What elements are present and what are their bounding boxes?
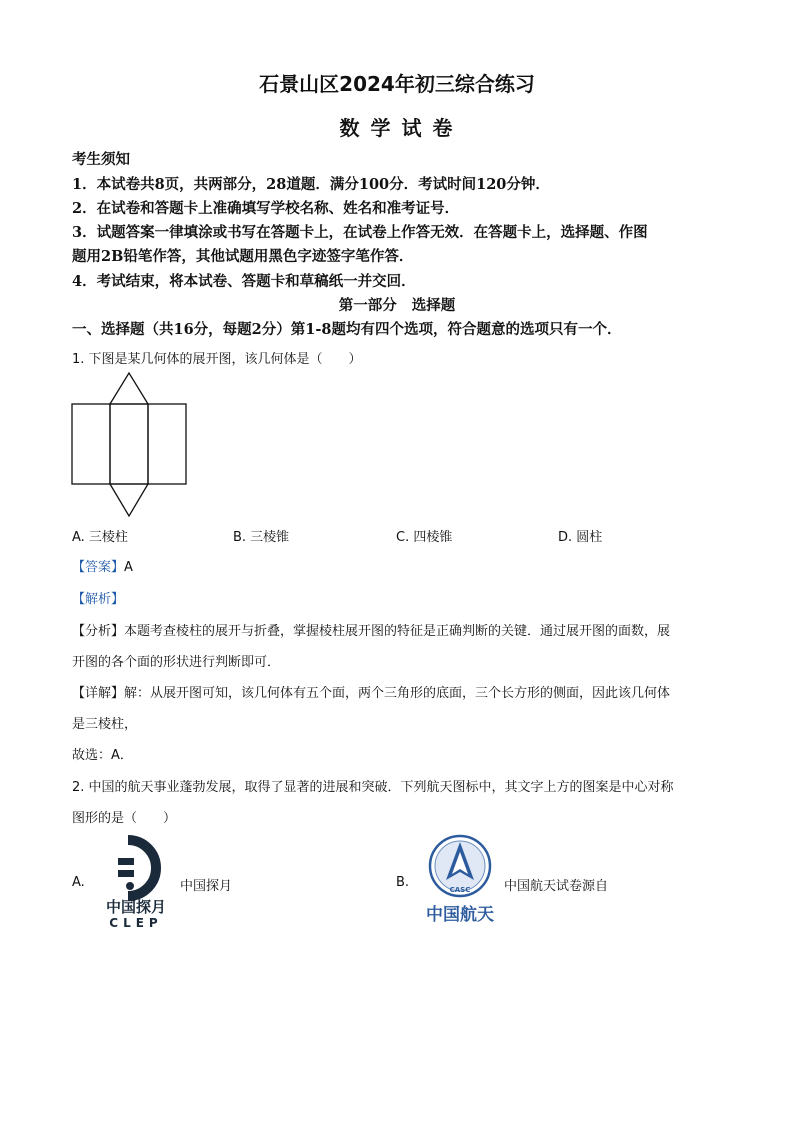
analysis-label: 【解析】 [72,592,125,607]
option-a-caption: 中国探月 [180,879,233,894]
net-left-rectangle [72,404,110,484]
analysis-line: 开图的各个面的形状进行判断即可． [72,655,281,670]
question-stem: 2. 中国的航天事业蓬勃发展，取得了显著的进展和突破．下列航天图标中，其文字上方的图案是中心对称 [72,780,674,795]
prism-net-figure [70,370,192,520]
option-b-letter: B. [396,875,410,890]
net-middle-rectangle [110,404,148,484]
net-right-rectangle [148,404,186,484]
notice-item: 2．在试卷和答题卡上准确填写学校名称、姓名和准考证号． [72,200,460,217]
question-stem: 1. 下图是某几何体的展开图，该几何体是（ ） [72,352,362,367]
net-top-triangle [110,373,148,404]
casc-logo [418,834,504,928]
analysis-line: 【分析】本题考查棱柱的展开与折叠，掌握棱柱展开图的特征是正确判断的关键．通过展开图的面数，展 [72,624,671,639]
answer-value: A [124,560,133,575]
page-subtitle: 数 学 试 卷 [339,116,455,140]
notice-item: 题用2B铅笔作答，其他试题用黑色字迹签字笔作答． [72,248,414,265]
notice-heading: 考生须知 [72,151,130,168]
answer-label: 【答案】 [72,560,125,575]
notice-item: 4．考试结束，将本试卷、答题卡和草稿纸一并交回． [72,273,416,290]
section-heading: 一、选择题（共16分，每题2分）第1-8题均有四个选项，符合题意的选项只有一个． [72,321,622,338]
option-c: C. 四棱锥 [396,530,453,545]
question-stem: 图形的是（ ） [72,811,177,826]
notice-item: 1．本试卷共8页，共两部分，28道题．满分100分．考试时间120分钟． [72,176,550,193]
detail-line: 【详解】解：从展开图可知，该几何体有五个面，两个三角形的底面，三个长方形的侧面，因此该几何体 [72,686,671,701]
option-d: D. 圆柱 [558,530,603,545]
clep-logo [92,834,182,930]
page-title: 石景山区2024年初三综合练习 [259,72,535,96]
clep-logo-cn: 中国探月 [105,898,167,916]
option-b: B. 三棱锥 [233,530,290,545]
clep-emblem-icon [118,840,156,896]
notice-item: 3．试题答案一律填涂或书写在答题卡上，在试卷上作答无效．在答题卡上，选择题、作图 [72,224,648,241]
option-b-caption: 中国航天试卷源自 [504,879,609,894]
option-a-letter: A. [72,875,85,890]
clep-logo-en: CLEP [109,916,163,930]
conclusion-line: 故选：A． [72,748,133,763]
part-title: 第一部分 选择题 [338,297,456,314]
net-bottom-triangle [110,484,148,516]
casc-logo-en: CASC [449,886,471,894]
option-a: A. 三棱柱 [72,530,128,545]
answer-line [72,556,133,575]
casc-logo-cn: 中国航天 [426,905,494,925]
detail-line: 是三棱柱， [72,717,138,732]
